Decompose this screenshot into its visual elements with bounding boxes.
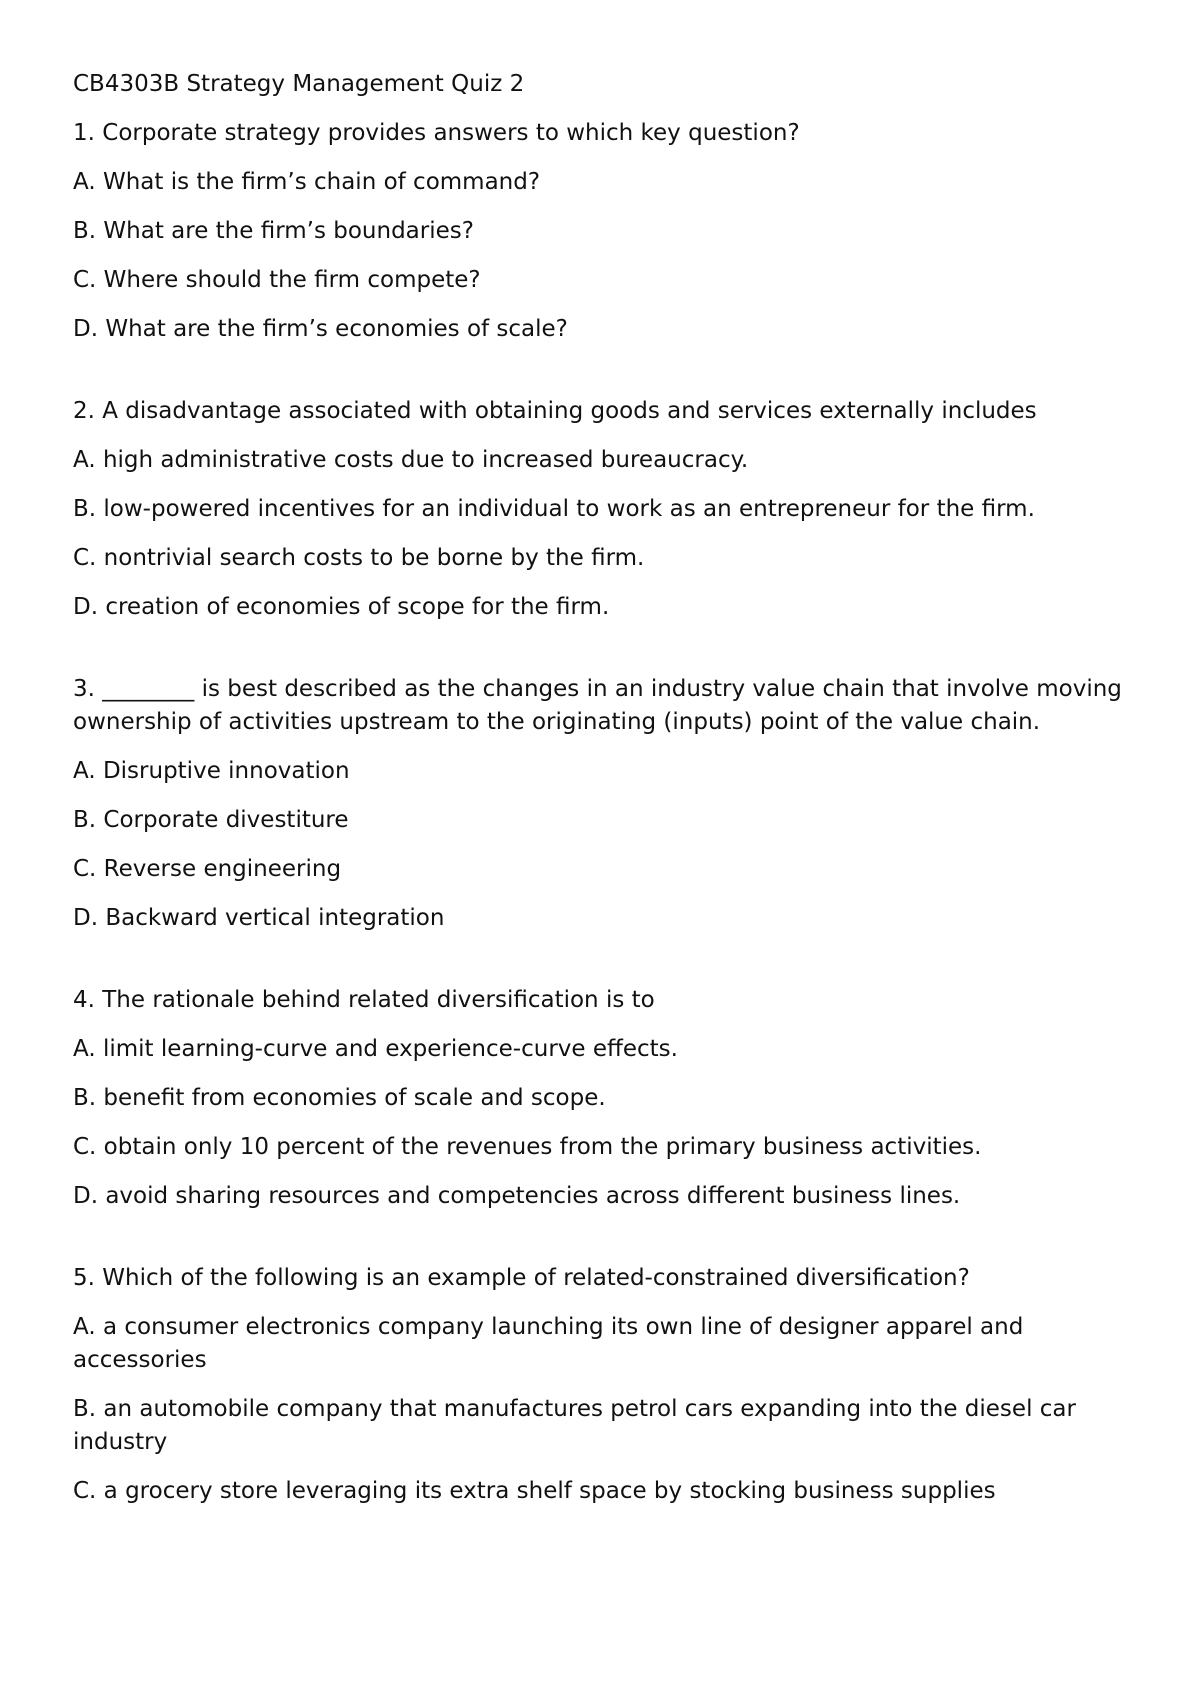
answer-option: C. obtain only 10 percent of the revenues from the primary business activities. — [73, 1134, 982, 1160]
answer-option: B. benefit from economies of scale and scope. — [73, 1085, 606, 1111]
question-block-4 — [73, 984, 1133, 1213]
question-block-5 — [73, 1262, 1133, 1508]
question-block-2 — [73, 395, 1133, 624]
question-text: 5. Which of the following is an example of related-constrained diversification? — [73, 1265, 970, 1291]
answer-option: D. avoid sharing resources and competencies across different business lines. — [73, 1183, 961, 1209]
question-text: 1. Corporate strategy provides answers to which key question? — [73, 120, 800, 146]
answer-option: A. high administrative costs due to increased bureaucracy. — [73, 447, 749, 473]
answer-option: C. nontrivial search costs to be borne by the firm. — [73, 545, 645, 571]
question-block-3 — [73, 673, 1133, 935]
answer-option: B. low-powered incentives for an individual to work as an entrepreneur for the firm. — [73, 496, 1035, 522]
question-block-1 — [73, 117, 1133, 346]
answer-option: D. Backward vertical integration — [73, 905, 445, 931]
question-text: 2. A disadvantage associated with obtaining goods and services externally includes — [73, 398, 1037, 424]
answer-option: A. Disruptive innovation — [73, 758, 350, 784]
answer-option: C. a grocery store leveraging its extra shelf space by stocking business supplies — [73, 1478, 996, 1504]
answer-option: B. Corporate divestiture — [73, 807, 349, 833]
answer-option: B. What are the firm’s boundaries? — [73, 218, 474, 244]
document-title: CB4303B Strategy Management Quiz 2 — [73, 71, 525, 97]
answer-option: C. Reverse engineering — [73, 856, 342, 882]
answer-option: A. a consumer electronics company launching its own line of designer apparel and accessories — [73, 1314, 1024, 1373]
answer-option: D. What are the firm’s economies of scale? — [73, 316, 568, 342]
answer-option: A. limit learning-curve and experience-curve effects. — [73, 1036, 678, 1062]
answer-option: D. creation of economies of scope for the firm. — [73, 594, 610, 620]
answer-option: C. Where should the firm compete? — [73, 267, 481, 293]
quiz-document — [73, 68, 1133, 1524]
answer-option: B. an automobile company that manufactures petrol cars expanding into the diesel car industry — [73, 1396, 1076, 1455]
question-text: 4. The rationale behind related diversification is to — [73, 987, 655, 1013]
question-text: 3. ________ is best described as the changes in an industry value chain that involve moving ownership of activities upstream to the originating (inputs) point of the value chain. — [73, 676, 1122, 735]
answer-option: A. What is the firm’s chain of command? — [73, 169, 541, 195]
